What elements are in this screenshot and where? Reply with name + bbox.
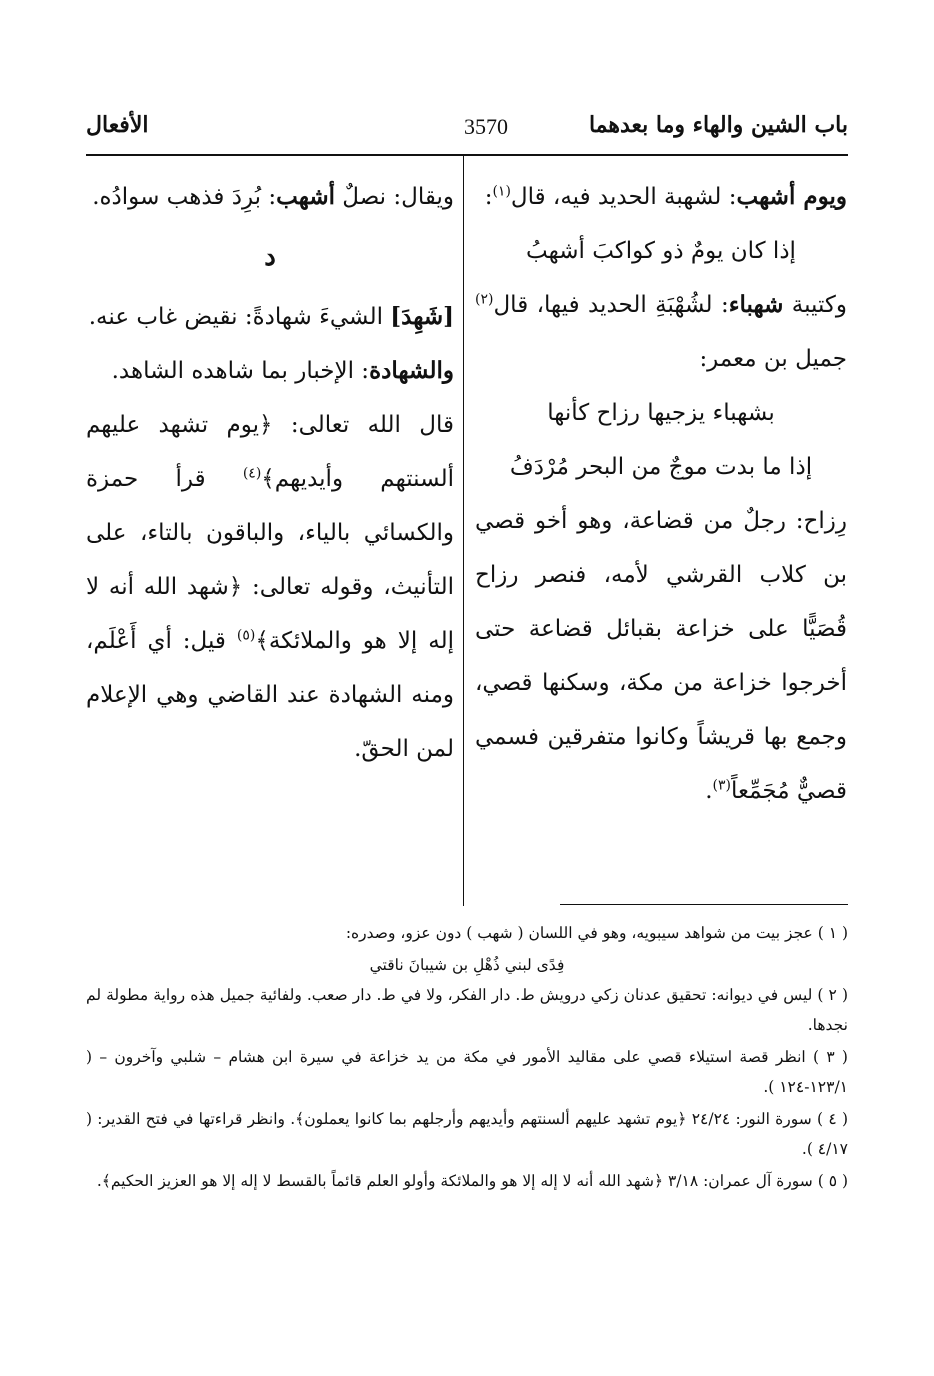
footnote-ref: (٢) bbox=[475, 291, 494, 308]
footnote-ref: (٤) bbox=[242, 465, 262, 482]
right-column bbox=[475, 170, 847, 818]
headword: أشهب bbox=[276, 183, 335, 210]
footnote: ( ١ ) عجز بيت من شواهد سيبويه، وهو في اللسان ( شهب ) دون عزو، وصدره: bbox=[345, 924, 848, 942]
footnote: ( ٢ ) ليس في ديوانه: تحقيق عدنان زكي درويش ط. دار الفكر، ولا في ط. دار صعب. ولفائية جميل هذه رواية مطولة لم نجدها. bbox=[86, 986, 848, 1034]
poetry-verse: بشهباء يزجيها رزاح كأنها bbox=[547, 400, 775, 426]
header-chapter-title: باب الشين والهاء وما بعدهما bbox=[588, 112, 848, 138]
column-divider bbox=[463, 156, 464, 906]
paragraph bbox=[475, 278, 847, 386]
paragraph bbox=[475, 170, 847, 224]
left-column bbox=[86, 170, 454, 776]
footnotes bbox=[86, 918, 848, 1198]
headword: ويوم أشهب bbox=[736, 183, 847, 210]
poetry-verse: إذا كان يومٌ ذو كواكبَ أشهبُ bbox=[526, 238, 796, 264]
text: : بُرِدَ فذهب سوادُه. bbox=[92, 184, 277, 210]
page-header bbox=[86, 112, 848, 156]
footnote-verse: فِدًى لبني ذُهْلِ بن شيبانَ ناقتي bbox=[369, 956, 565, 974]
page-number: 3570 bbox=[464, 114, 508, 139]
paragraph bbox=[86, 344, 454, 398]
headword: شهباء bbox=[728, 291, 784, 318]
text: : bbox=[484, 184, 493, 210]
footnote: ( ٣ ) انظر قصة استيلاء قصي على مقاليد الأمور في مكة من يد خزاعة في سيرة ابن هشام – شلبي وآخرون – ( ١٢٣/١-١٢٤ ). bbox=[86, 1048, 848, 1096]
section-letter: د bbox=[264, 242, 276, 272]
text: : الإخبار بما شاهده الشاهد. bbox=[111, 358, 370, 384]
text: : لشُهْبَةِ الحديد فيها، قال bbox=[493, 292, 729, 318]
paragraph bbox=[86, 398, 454, 776]
text: قيل: أي أَعْلَم، ومنه الشهادة عند القاضي وهي الإعلام لمن الحقّ. bbox=[86, 628, 454, 762]
text: رِزاح: رجلٌ من قضاعة، وهو أخو قصي بن كلاب القرشي لأمه، فنصر رزاح قُصَيًّا على خزاعة بقبائل قضاعة حتى أخرجوا خزاعة من مكة، وسكنها قصي، وجمع بها قريشاً وكانوا متفرقين فسمي قصيٌّ مُجَمِّعاً bbox=[475, 508, 847, 804]
header-section-title: الأفعال bbox=[86, 112, 149, 138]
text: . bbox=[705, 778, 713, 804]
poetry-verse: إذا ما بدت موجٌ من البحر مُرْدَفُ bbox=[509, 454, 813, 480]
text: قال الله تعالى: ﴿يوم تشهد عليهم ألسنتهم وأيديهم﴾ bbox=[86, 412, 455, 492]
paragraph bbox=[475, 494, 847, 818]
entry-root: [شَهِدَ] bbox=[390, 303, 454, 330]
paragraph bbox=[86, 290, 454, 344]
footnote-ref: (٣) bbox=[712, 777, 731, 794]
text: ويقال: نصلٌ bbox=[335, 184, 454, 210]
text: : لشهبة الحديد فيه، قال bbox=[510, 184, 737, 210]
footnote: ( ٥ ) سورة آل عمران: ٣/١٨ ﴿شهد الله أنه لا إله إلا هو والملائكة وأولو العلم قائماً بالقسط لا إله إلا هو العزيز الحكيم﴾. bbox=[96, 1172, 848, 1190]
text: قرأ حمزة والكسائي بالياء، والباقون بالتاء، على التأنيث، وقوله تعالى: ﴿شهد الله أنه لا إله إلا هو والملائكة﴾ bbox=[86, 466, 454, 654]
footnote: ( ٤ ) سورة النور: ٢٤/٢٤ ﴿يوم تشهد عليهم ألسنتهم وأيديهم وأرجلهم بما كانوا يعملون﴾. وانظر قراءتها في فتح القدير: ( ٤/١٧ ). bbox=[86, 1110, 848, 1158]
text: جميل بن معمر: bbox=[699, 346, 847, 372]
text: وكتيبة bbox=[783, 292, 847, 318]
text: الشيءَ شهادةً: نقيض غاب عنه. bbox=[88, 304, 391, 330]
footnote-ref: (١) bbox=[492, 183, 511, 200]
paragraph bbox=[86, 170, 454, 224]
footnote-ref: (٥) bbox=[236, 627, 256, 644]
headword: والشهادة bbox=[369, 357, 454, 384]
footnote-separator bbox=[560, 904, 848, 905]
